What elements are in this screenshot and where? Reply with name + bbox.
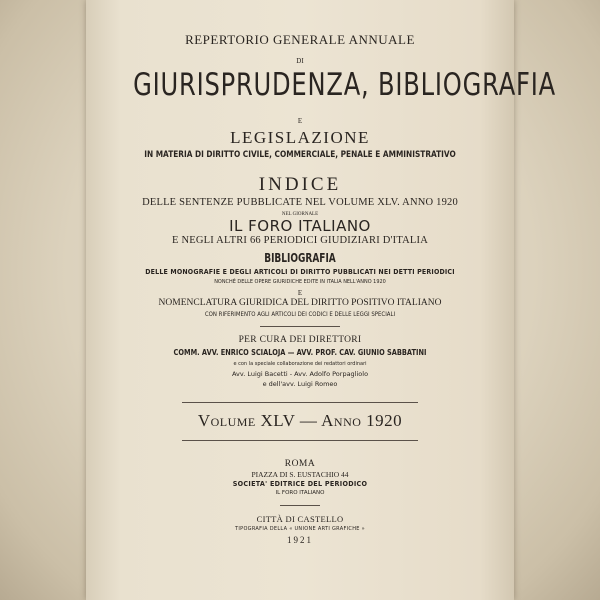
redattori-line-2: e dell'avv. Luigi Romeo [262, 380, 338, 388]
opere-line: NONCHÈ DELLE OPERE GIURIDICHE EDITE IN ITALIA NELL'ANNO 1920 [214, 279, 386, 285]
sentenze-line: DELLE SENTENZE PUBBLICATE NEL VOLUME XLV. ANNO 1920 [142, 197, 458, 208]
societa-editrice-line: SOCIETA' EDITRICE DEL PERIODICO [232, 480, 368, 488]
periodici-line: E NEGLI ALTRI 66 PERIODICI GIUDIZIARI D'ITALIA [172, 235, 428, 246]
subject-line: IN MATERIA DI DIRITTO CIVILE, COMMERCIALE, PENALE E AMMINISTRATIVO [144, 150, 456, 160]
di-line: DI [296, 57, 304, 65]
conj-e-1: E [297, 117, 303, 125]
citta-castello-line: CITTÀ DI CASTELLO [256, 514, 344, 524]
title-page [86, 0, 556, 600]
collaborazione-line: e con la speciale collaborazione dei redattori ordinari [233, 361, 367, 367]
print-year: 1921 [287, 535, 313, 545]
foro-italiano-small: IL FORO ITALIANO [275, 490, 325, 496]
address-line: PIAZZA DI S. EUSTACHIO 44 [251, 470, 349, 479]
bibliografia-heading: BIBLIOGRAFIA [264, 251, 336, 265]
repertorio-line: REPERTORIO GENERALE ANNUALE [185, 32, 415, 47]
divider-2 [182, 402, 418, 403]
per-cura-line: PER CURA DEI DIRETTORI [238, 335, 362, 345]
divider-4 [280, 505, 320, 506]
redattori-line-1: Avv. Luigi Bacetti - Avv. Adolfo Porpagliolo [231, 370, 369, 378]
main-title: GIURISPRUDENZA, BIBLIOGRAFIA [133, 67, 556, 103]
nomenclatura-line: NOMENCLATURA GIURIDICA DEL DIRITTO POSITIVO ITALIANO [158, 298, 442, 308]
nel-giornale-line: NEL GIORNALE [281, 212, 319, 217]
legislazione-heading: LEGISLAZIONE [230, 128, 370, 147]
indice-heading: INDICE [258, 174, 342, 195]
monografie-line: DELLE MONOGRAFIE E DEGLI ARTICOLI DI DIRITTO PUBBLICATI NEI DETTI PERIODICI [145, 268, 455, 276]
tipografia-line: TIPOGRAFIA DELLA « UNIONE ARTI GRAFICHE » [235, 526, 365, 532]
divider-1 [260, 326, 340, 327]
volume-anno: Volume XLV — Anno 1920 [197, 411, 403, 430]
divider-3 [182, 440, 418, 441]
roma-line: ROMA [284, 459, 316, 469]
directors-line: COMM. AVV. ENRICO SCIALOJA — AVV. PROF. CAV. GIUNIO SABBATINI [173, 348, 427, 357]
foro-italiano-title: IL FORO ITALIANO [229, 217, 371, 235]
conj-e-2: E [297, 289, 303, 297]
riferimento-line: CON RIFERIMENTO AGLI ARTICOLI DEI CODICI E DELLE LEGGI SPECIALI [204, 311, 396, 318]
